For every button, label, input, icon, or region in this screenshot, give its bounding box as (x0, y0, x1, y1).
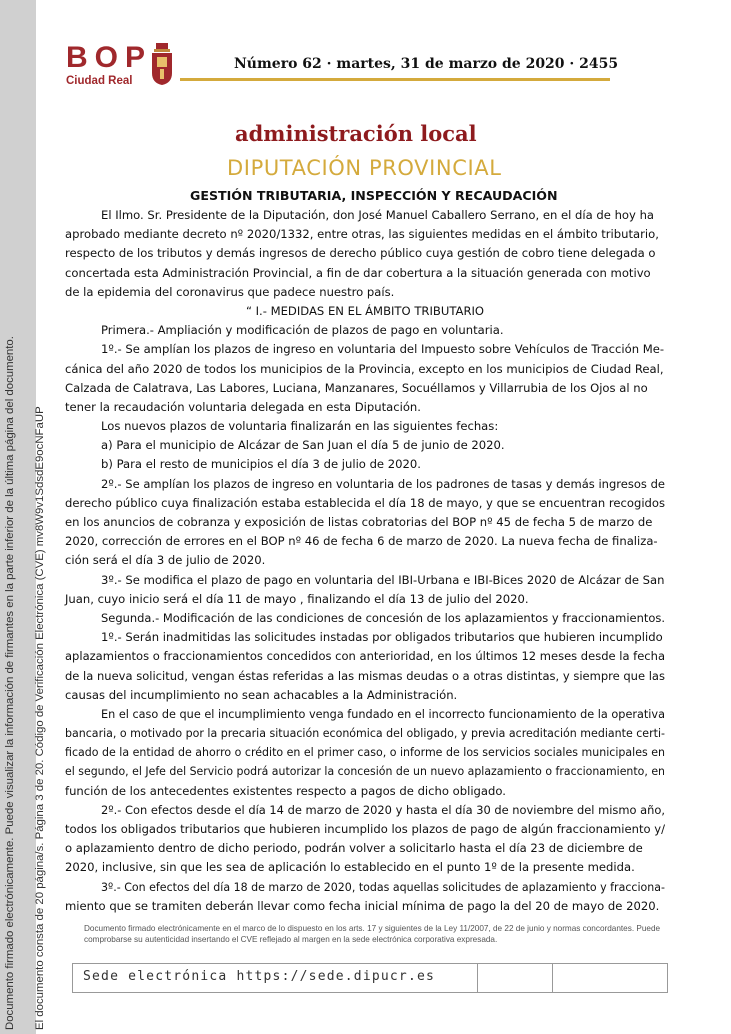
signature-note: Documento firmado electrónicamente en el marco de lo dispuesto en los arts. 17 y siguientes de la Ley 11/2007, de 22 de junio y normas concordantes. Puede comprobarse su autenticidad insertando el CVE reflejado al margen en la sede electrónica corporativa expresada. (84, 924, 661, 944)
sede-link[interactable]: Sede electrónica https://sede.dipucr.es (83, 969, 436, 984)
body-line: tener la recaudación voluntaria delegada en esta Diputación. (65, 399, 421, 414)
issue-header: Número 62 · martes, 31 de marzo de 2020 · 2455 (234, 56, 619, 72)
body-line: a) Para el municipio de Alcázar de San Juan el día 5 de junio de 2020. (101, 438, 505, 453)
verification-sidebar (0, 0, 46, 1034)
body-line: 1º.- Se amplían los plazos de ingreso en voluntaria del Impuesto sobre Vehículos de Tracción Me- (101, 342, 665, 357)
sidebar-line-1: Documento firmado electrónicamente. Puede visualizar la información de firmantes en la parte inferior de la última página del documento. (4, 336, 16, 1030)
body-line: o aplazamiento dentro de dicho periodo, podrán volver a solicitarlo hasta el día 23 de diciembre de (65, 841, 643, 856)
body-line: cánica del año 2020 de todos los municipios de la Provincia, excepto en los municipios de Ciudad Real, (65, 361, 664, 376)
header-rule (180, 78, 610, 81)
body-line: de la nueva solicitud, vengan éstas referidas a las mismas deudas o a otras distintas, y siempre que las (65, 668, 665, 683)
body-line: todos los obligados tributarios que hubieren incumplido los plazos de pago de algún fraccionamiento y/ (65, 822, 665, 836)
body-line: En el caso de que el incumplimiento venga fundado en el incorrecto funcionamiento de la operativa (101, 706, 665, 721)
body-line: Primera.- Ampliación y modificación de plazos de pago en voluntaria. (101, 323, 504, 338)
body-line: El Ilmo. Sr. Presidente de la Diputación, don José Manuel Caballero Serrano, en el día de hoy ha (101, 208, 655, 222)
body-line: Juan, cuyo inicio será el día 11 de mayo , finalizando el día 13 de julio del 2020. (65, 591, 529, 606)
footer-bar (72, 963, 668, 993)
body-line: aplazamientos o fraccionamientos concedidos con anterioridad, en los últimos 12 meses desde la fecha (65, 649, 665, 664)
body-line: Calzada de Calatrava, Las Labores, Luciana, Manzanares, Socuéllamos y Villarrubia de los Ojos al no (65, 380, 648, 395)
body-line: Los nuevos plazos de voluntaria finalizarán en las siguientes fechas: (101, 419, 499, 434)
coat-of-arms-icon (150, 43, 174, 85)
sidebar-text (4, 336, 48, 1030)
body-line: 1º.- Serán inadmitidas las solicitudes instadas por obligados tributarios que hubieren incumplido (101, 630, 663, 645)
document-body (65, 206, 665, 916)
body-line: derecho público cuya finalización estaba establecida el día 18 de mayo, y que se encuentran recogidos (65, 495, 665, 510)
body-line: ficado de la entidad de ahorro o crédito en el primer caso, o informe de los servicios sociales municipales en (65, 745, 665, 760)
section-admin-text: administración local (235, 121, 477, 146)
body-line: en los anuncios de cobranza y exposición de listas cobratorias del BOP nº 45 de fecha 5 de marzo de (65, 515, 653, 529)
body-line: ción será el día 3 de julio de 2020. (65, 553, 266, 568)
body-line: de la epidemia del coronavirus que padece nuestro país. (65, 284, 395, 299)
section-title-text: GESTIÓN TRIBUTARIA, INSPECCIÓN Y RECAUDACIÓN (190, 188, 558, 203)
body-line: 2º.- Se amplían los plazos de ingreso en voluntaria de los padrones de tasas y demás ingresos de (101, 476, 665, 491)
body-line: miento que se tramiten deberán llevar como fecha inicial mínima de pago la del 20 de mayo de 2020. (65, 898, 660, 913)
body-line: 2020, inclusive, sin que les sea de aplicación lo establecido en el punto 1º de la presente medida. (65, 860, 635, 875)
body-heading: “ I.- MEDIDAS EN EL ÁMBITO TRIBUTARIO (245, 303, 485, 318)
body-line: 2º.- Con efectos desde el día 14 de marzo de 2020 y hasta el día 30 de noviembre del mismo año, (101, 802, 665, 817)
body-line: el segundo, el Jefe del Servicio podrá autorizar la concesión de un nuevo aplazamiento o fraccionamiento, en (65, 764, 665, 779)
sidebar-line-2: El documento consta de 20 página/s. Página 3 de 20. Código de Verificación Electrónica (CVE) mv8W9v1SdsdE9ocNFaUP (34, 406, 46, 1030)
body-line: b) Para el resto de municipios el día 3 de julio de 2020. (101, 457, 421, 472)
body-line: concertada esta Administración Provincial, a fin de dar cobertura a la situación generada con motivo (65, 265, 651, 280)
section-diputacion-text: DIPUTACIÓN PROVINCIAL (227, 156, 502, 180)
body-line: 3º.- Se modifica el plazo de pago en voluntaria del IBI-Urbana e IBI-Bices 2020 de Alcázar de San (101, 572, 665, 587)
logo-city: Ciudad Real (66, 75, 133, 87)
body-line: Segunda.- Modificación de las condiciones de concesión de los aplazamientos y fraccionamientos. (101, 610, 665, 625)
logo-text: BOP (66, 41, 153, 74)
body-line: bancaria, o motivado por la precaria situación económica del obligado, y previa acreditación mediante certi- (65, 726, 665, 741)
footer-cell (477, 964, 553, 992)
bop-logo (66, 43, 152, 87)
body-line: aprobado mediante decreto nº 2020/1332, entre otras, las siguientes medidas en el ámbito tributario, (65, 227, 659, 242)
body-line: función de los antecedentes existentes respecto a pagos de dicho obligado. (65, 783, 506, 798)
body-line: 2020, corrección de errores en el BOP nº 46 de fecha 6 de marzo de 2020. La nueva fecha de finaliza- (65, 534, 658, 549)
body-line: 3º.- Con efectos del día 18 de marzo de 2020, todas aquellas solicitudes de aplazamiento y fracciona- (101, 879, 665, 894)
body-line: respecto de los tributos y demás ingresos de derecho público cuya gestión de cobro tiene delegada o (65, 246, 656, 261)
body-line: causas del incumplimiento no sean achacables a la Administración. (65, 687, 458, 702)
